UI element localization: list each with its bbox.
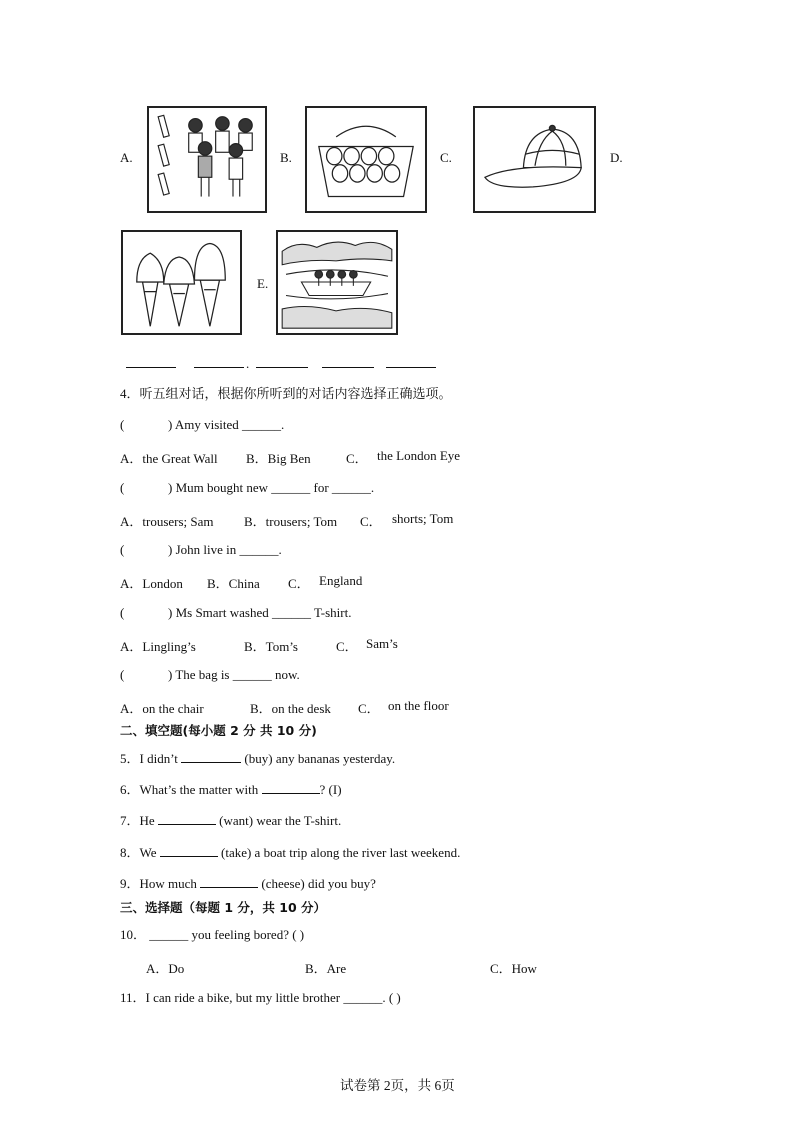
q4-4-paren: ( — [120, 605, 125, 620]
q6-line — [120, 781, 342, 798]
q4-4-option-b[interactable]: B．Tom’s — [244, 639, 298, 654]
picture-label-d: D. — [610, 150, 623, 165]
q8-suffix: (take) a boat trip along the river last weekend. — [221, 845, 461, 860]
picture-cap — [473, 106, 596, 213]
answer-blank-4[interactable] — [322, 367, 374, 368]
q4-3-stem: ) John live in ______. — [168, 542, 282, 557]
q7-suffix: (want) wear the T-shirt. — [219, 813, 342, 828]
picture-boat-trip — [276, 230, 398, 335]
q4-2-option-c-label[interactable]: C． — [360, 514, 382, 529]
q4-3-option-a[interactable]: A．London — [120, 576, 183, 591]
q5-line — [120, 750, 395, 767]
children-crayons-illustration — [149, 108, 265, 211]
q4-2-paren: ( — [120, 480, 125, 495]
answer-blank-1[interactable] — [126, 367, 176, 368]
q4-5-option-b[interactable]: B．on the desk — [250, 701, 331, 716]
q4-1-option-b[interactable]: B．Big Ben — [246, 451, 311, 466]
q4-5-paren: ( — [120, 667, 125, 682]
q4-5-stem: ) The bag is ______ now. — [168, 667, 300, 682]
cap-illustration — [475, 108, 594, 211]
picture-children-crayons — [147, 106, 267, 213]
picture-label-c: C. — [440, 150, 452, 165]
q5-prefix: 5．I didn’t — [120, 751, 178, 766]
q10-option-a[interactable]: A．Do — [146, 961, 185, 976]
answer-blank-5[interactable] — [386, 367, 436, 368]
q8-blank[interactable] — [160, 844, 218, 857]
q4-5-option-c-label[interactable]: C． — [358, 701, 380, 716]
picture-ice-creams — [121, 230, 242, 335]
page-footer: 试卷第 2页，共 6页 — [340, 1078, 455, 1093]
q4-4-option-a[interactable]: A．Lingling’s — [120, 639, 196, 654]
q4-3-paren: ( — [120, 542, 125, 557]
ice-creams-illustration — [123, 232, 240, 333]
q4-1-option-c-label[interactable]: C． — [346, 451, 368, 466]
q4-1-paren: ( — [120, 417, 125, 432]
answer-blank-separator: . — [246, 356, 250, 371]
egg-carton-illustration — [307, 108, 425, 211]
picture-egg-carton — [305, 106, 427, 213]
section-2-title: 二、填空题(每小题 2 分 共 10 分) — [120, 723, 317, 738]
q4-4-stem: ) Ms Smart washed ______ T-shirt. — [168, 605, 352, 620]
q5-suffix: (buy) any bananas yesterday. — [244, 751, 396, 766]
q5-blank[interactable] — [181, 750, 241, 763]
q11-stem: 11．I can ride a bike, but my little brother ______. ( ) — [120, 990, 401, 1005]
q9-prefix: 9．How much — [120, 876, 197, 891]
q4-5-option-c[interactable]: on the floor — [388, 698, 449, 713]
q4-2-option-b[interactable]: B．trousers; Tom — [244, 514, 338, 529]
q4-1-option-c[interactable]: the London Eye — [377, 448, 461, 463]
answer-blank-3[interactable] — [256, 367, 308, 368]
picture-label-a: A. — [120, 150, 133, 165]
picture-label-b: B. — [280, 150, 292, 165]
q8-line — [120, 844, 460, 861]
q9-line — [120, 875, 376, 892]
q4-2-option-c[interactable]: shorts; Tom — [392, 511, 454, 526]
q6-suffix: ? (I) — [319, 782, 342, 797]
q10-option-b[interactable]: B．Are — [305, 961, 347, 976]
q4-4-option-c-label[interactable]: C． — [336, 639, 358, 654]
answer-blank-2[interactable] — [194, 367, 244, 368]
q4-2-stem: ) Mum bought new ______ for ______. — [168, 480, 375, 495]
q4-3-option-c-label[interactable]: C． — [288, 576, 310, 591]
q4-4-option-c[interactable]: Sam’s — [366, 636, 398, 651]
q9-blank[interactable] — [200, 875, 258, 888]
q7-line — [120, 812, 341, 829]
q9-suffix: (cheese) did you buy? — [261, 876, 376, 891]
q10-option-c[interactable]: C．How — [490, 961, 537, 976]
q4-5-option-a[interactable]: A．on the chair — [120, 701, 204, 716]
q4-3-option-b[interactable]: B．China — [207, 576, 260, 591]
q4-title: 4．听五组对话，根据你所听到的对话内容选择正确选项。 — [120, 386, 452, 401]
q7-blank[interactable] — [158, 812, 216, 825]
q4-1-option-a[interactable]: A．the Great Wall — [120, 451, 218, 466]
q6-blank[interactable] — [262, 781, 320, 794]
q6-prefix: 6．What’s the matter with — [120, 782, 259, 797]
section-3-title: 三、选择题（每题 1 分，共 10 分） — [120, 900, 327, 915]
q10-stem: 10． ______ you feeling bored? ( ) — [120, 927, 305, 942]
q7-prefix: 7．He — [120, 813, 155, 828]
q4-1-stem: ) Amy visited ______. — [168, 417, 285, 432]
boat-trip-illustration — [278, 232, 396, 333]
q4-2-option-a[interactable]: A．trousers; Sam — [120, 514, 214, 529]
picture-label-e: E. — [257, 276, 269, 291]
q4-3-option-c[interactable]: England — [319, 573, 363, 588]
q8-prefix: 8．We — [120, 845, 157, 860]
